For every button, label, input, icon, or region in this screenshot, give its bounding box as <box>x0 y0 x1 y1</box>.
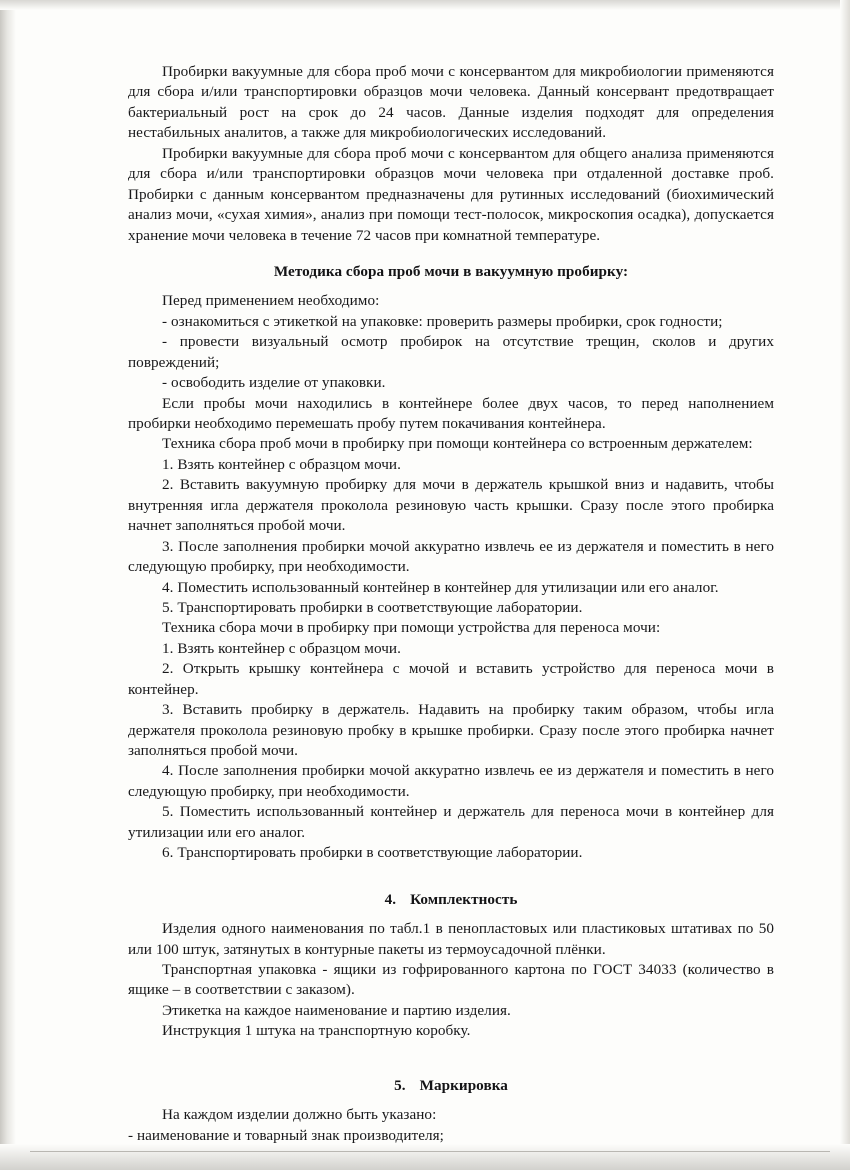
document-body <box>128 62 774 1146</box>
list-item-holder-4: 4. Поместить использованный контейнер в контейнер для утилизации или его аналог. <box>162 578 719 596</box>
section-4-paragraph-1: Изделия одного наименования по табл.1 в пенопластовых или пластиковых штативах по 50 или 100 штук, затянутых в контурные пакеты из термоусадочной плёнки. <box>128 920 774 958</box>
scan-edge-left <box>0 0 16 1170</box>
scan-edge-top <box>0 0 850 10</box>
paragraph-technique-holder-intro: Техника сбора проб мочи в пробирку при помощи контейнера со встроенным держателем: <box>162 435 753 453</box>
paragraph-check-label: - ознакомиться с этикеткой на упаковке: проверить размеры пробирки, срок годности; <box>162 312 723 330</box>
page-bottom-rule <box>30 1151 830 1152</box>
list-item-transfer-3: 3. Вставить пробирку в держатель. Надавить на пробирку таким образом, чтобы игла держателя проколола резиновую пробку в крышке пробирки. Сразу после этого пробирка начнет заполняться пробой мочи. <box>128 701 774 759</box>
section-4-paragraph-3: Этикетка на каждое наименование и партию изделия. <box>162 1001 511 1019</box>
section-4-number: 4. <box>384 890 397 908</box>
list-item-transfer-5: 5. Поместить использованный контейнер и держатель для переноса мочи в контейнер для утилизации или его аналог. <box>128 803 774 841</box>
list-item-transfer-2: 2. Открыть крышку контейнера с мочой и вставить устройство для переноса мочи в контейнер. <box>128 660 774 698</box>
list-item-holder-5: 5. Транспортировать пробирки в соответствующие лаборатории. <box>162 598 583 616</box>
scan-edge-bottom <box>0 1144 850 1170</box>
list-item-transfer-6: 6. Транспортировать пробирки в соответствующие лаборатории. <box>162 844 583 862</box>
section-4-title: Комплектность <box>410 890 518 908</box>
section-heading-4 <box>128 890 774 910</box>
paragraph-mixing-note: Если пробы мочи находились в контейнере более двух часов, то перед наполнением пробирки необходимо перемешать пробу путем покачивания контейнера. <box>128 394 774 432</box>
heading-collection-method: Методика сбора проб мочи в вакуумную пробирку: <box>273 262 629 280</box>
paragraph-intro-microbiology: Пробирки вакуумные для сбора проб мочи с консервантом для микробиологии применяются для сбора и/или транспортировки образцов мочи человека. Данный консервант предотвращает бактериальный рост на срок до 24 часов. Данные изделия подходят для определения нестабильных аналитов, а также для микробиологических исследований. <box>128 63 774 142</box>
scan-edge-right <box>840 0 850 1170</box>
paragraph-visual-inspection: - провести визуальный осмотр пробирок на отсутствие трещин, сколов и других повреждений; <box>128 333 774 371</box>
paragraph-intro-general-analysis: Пробирки вакуумные для сбора проб мочи с консервантом для общего анализа применяются для сбора и/или транспортировки образцов мочи человека при отдаленной доставке проб. Пробирки с данным консервантом предназначены для рутинных исследований (биохимический анализ мочи, «сухая химия», анализ при помощи тест-полосок, микроскопия осадка), допускается хранение мочи человека в течение 72 часов при комнатной температуре. <box>128 144 774 244</box>
list-item-transfer-4: 4. После заполнения пробирки мочой аккуратно извлечь ее из держателя и поместить в него следующую пробирку, при необходимости. <box>128 762 774 800</box>
section-4-paragraph-2: Транспортная упаковка - ящики из гофрированного картона по ГОСТ 34033 (количество в ящике – в соответствии с заказом). <box>128 960 774 999</box>
paragraph-before-use: Перед применением необходимо: <box>162 292 380 310</box>
section-5-paragraph-2: - наименование и товарный знак производителя; <box>128 1126 444 1144</box>
list-item-transfer-1: 1. Взять контейнер с образцом мочи. <box>162 639 401 657</box>
section-heading-5 <box>128 1076 774 1096</box>
paragraph-technique-transfer-intro: Техника сбора мочи в пробирку при помощи устройства для переноса мочи: <box>162 619 661 637</box>
list-item-holder-1: 1. Взять контейнер с образцом мочи. <box>162 455 401 473</box>
paragraph-unpack: - освободить изделие от упаковки. <box>162 374 386 392</box>
section-5-title: Маркировка <box>419 1076 508 1094</box>
list-item-holder-3: 3. После заполнения пробирки мочой аккуратно извлечь ее из держателя и поместить в него следующую пробирку, при необходимости. <box>128 537 774 576</box>
section-4-paragraph-4: Инструкция 1 штука на транспортную коробку. <box>162 1022 471 1040</box>
section-5-number: 5. <box>394 1076 406 1094</box>
section-5-paragraph-1: На каждом изделии должно быть указано: <box>162 1106 437 1124</box>
list-item-holder-2: 2. Вставить вакуумную пробирку для мочи в держатель крышкой вниз и надавить, чтобы внутренняя игла держателя проколола резиновую часть крышки. Сразу после этого пробирка начнет заполняться пробой мочи. <box>128 476 774 535</box>
